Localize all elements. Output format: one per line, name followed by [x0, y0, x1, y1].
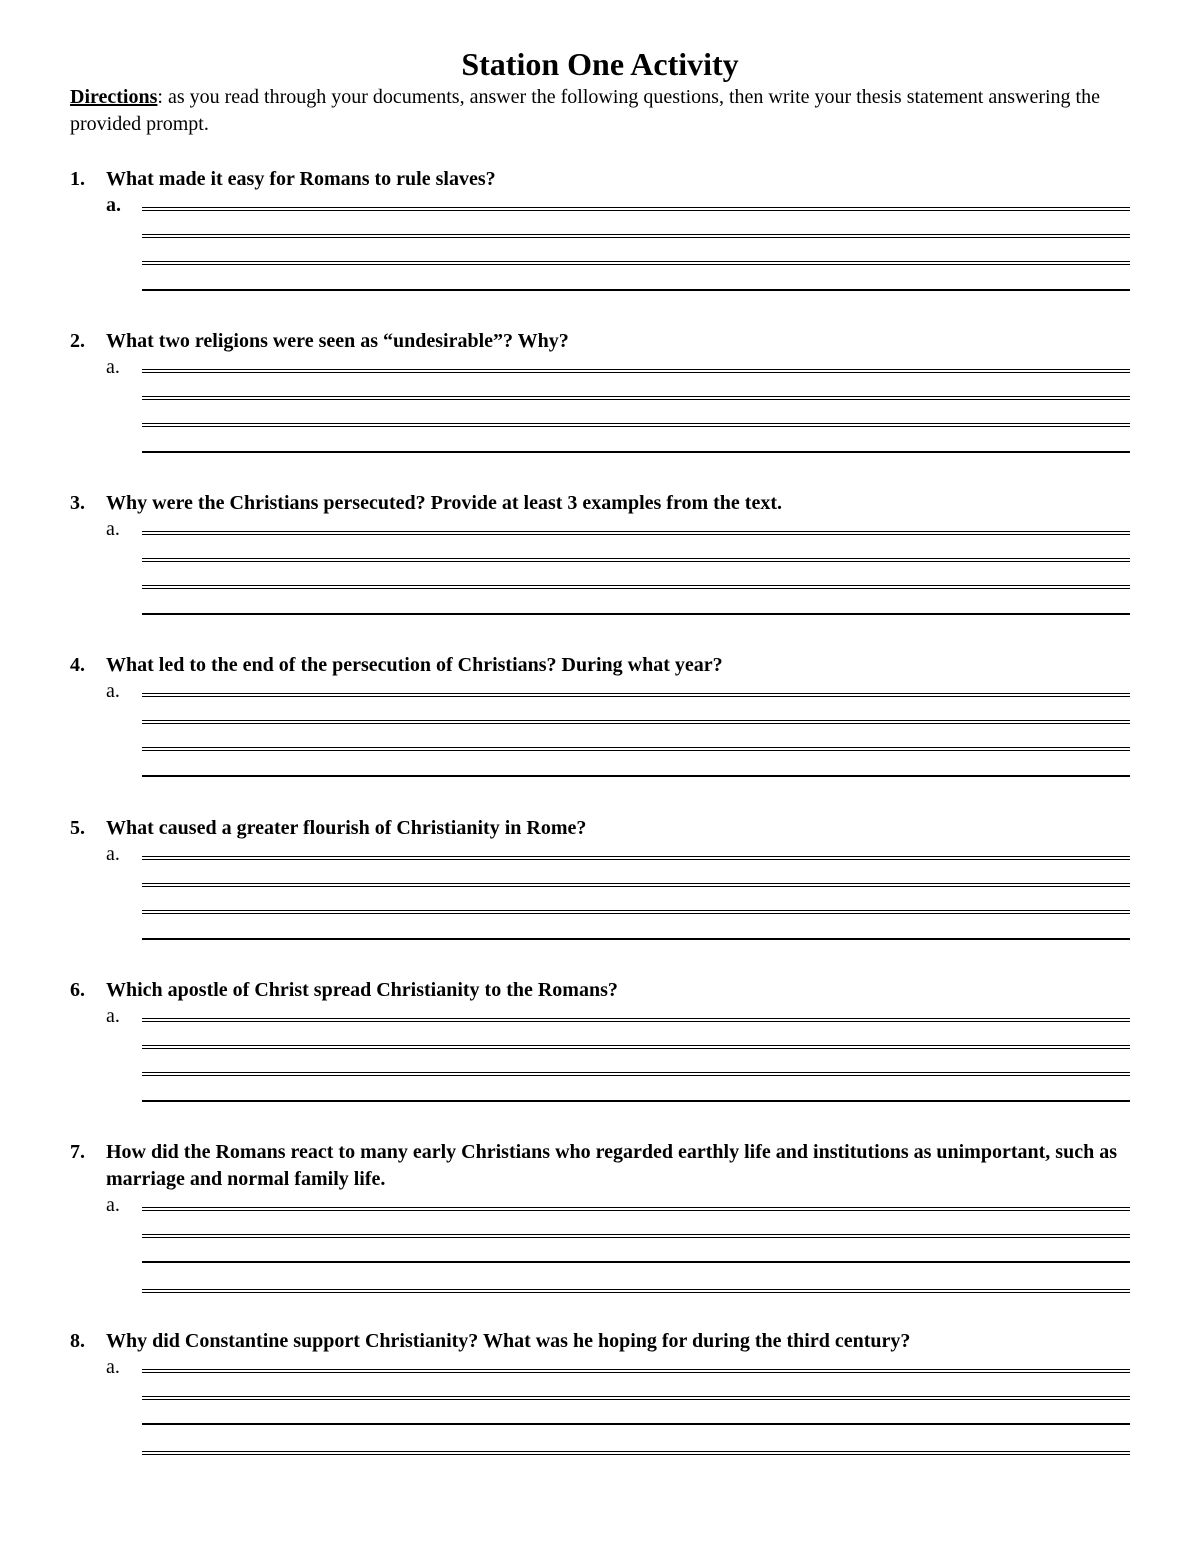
question-number: 1. [70, 168, 85, 190]
answer-label: a. [106, 356, 120, 378]
answer-area[interactable] [70, 193, 1140, 303]
question-3 [70, 490, 1140, 627]
question-number: 8. [70, 1330, 85, 1352]
answer-line[interactable] [142, 1423, 1130, 1425]
question-text: Which apostle of Christ spread Christianity to the Romans? [106, 979, 618, 1001]
answer-line[interactable] [142, 613, 1130, 615]
answer-line[interactable] [142, 423, 1130, 427]
question-2 [70, 328, 1140, 465]
answer-area[interactable] [70, 1355, 1140, 1465]
question-number: 3. [70, 492, 85, 514]
answer-line[interactable] [142, 856, 1130, 860]
question-number: 2. [70, 330, 85, 352]
question-7 [70, 1139, 1140, 1303]
answer-line[interactable] [142, 1100, 1130, 1102]
answer-label: a. [106, 680, 120, 702]
answer-line[interactable] [142, 693, 1130, 697]
answer-area[interactable] [70, 842, 1140, 952]
answer-line[interactable] [142, 775, 1130, 777]
question-number: 6. [70, 979, 85, 1001]
answer-label: a. [106, 843, 120, 865]
question-5 [70, 815, 1140, 952]
answer-line[interactable] [142, 261, 1130, 265]
question-text: How did the Romans react to many early Christians who regarded earthly life and institutions as unimportant, such as marriage and normal family life. [106, 1141, 1117, 1190]
answer-line[interactable] [142, 938, 1130, 940]
answer-line[interactable] [142, 451, 1130, 453]
answer-line[interactable] [142, 369, 1130, 373]
question-text: Why were the Christians persecuted? Provide at least 3 examples from the text. [106, 492, 782, 514]
answer-line[interactable] [142, 1072, 1130, 1076]
answer-line[interactable] [142, 883, 1130, 887]
answer-label: a. [106, 1194, 120, 1216]
question-6 [70, 977, 1140, 1114]
directions-label: Directions [70, 86, 158, 108]
directions-text: : as you read through your documents, answer the following questions, then write your thesis statement answering the provided prompt. [70, 86, 1100, 135]
question-8 [70, 1328, 1140, 1465]
answer-area[interactable] [70, 1193, 1140, 1303]
answer-line[interactable] [142, 1234, 1130, 1238]
question-number: 7. [70, 1141, 85, 1163]
answer-line[interactable] [142, 1018, 1130, 1022]
answer-label: a. [106, 518, 120, 540]
answer-line[interactable] [142, 558, 1130, 562]
answer-line[interactable] [142, 747, 1130, 751]
answer-line[interactable] [142, 1289, 1130, 1293]
answer-line[interactable] [142, 1261, 1130, 1263]
answer-line[interactable] [142, 1369, 1130, 1373]
question-text: What caused a greater flourish of Christianity in Rome? [106, 817, 587, 839]
question-text: What led to the end of the persecution of Christians? During what year? [106, 654, 723, 676]
question-text: What two religions were seen as “undesirable”? Why? [106, 330, 569, 352]
question-1 [70, 166, 1140, 303]
answer-line[interactable] [142, 396, 1130, 400]
question-number: 5. [70, 817, 85, 839]
question-text: What made it easy for Romans to rule slaves? [106, 168, 496, 190]
answer-line[interactable] [142, 1045, 1130, 1049]
answer-line[interactable] [142, 1396, 1130, 1400]
answer-line[interactable] [142, 1451, 1130, 1455]
answer-line[interactable] [142, 720, 1130, 724]
answer-label: a. [106, 194, 121, 216]
answer-line[interactable] [142, 1207, 1130, 1211]
question-number: 4. [70, 654, 85, 676]
answer-line[interactable] [142, 207, 1130, 211]
question-text: Why did Constantine support Christianity? What was he hoping for during the third century? [106, 1330, 911, 1352]
answer-label: a. [106, 1356, 120, 1378]
answer-line[interactable] [142, 234, 1130, 238]
answer-area[interactable] [70, 517, 1140, 627]
page-title: Station One Activity [461, 46, 739, 82]
directions [70, 84, 1140, 138]
answer-line[interactable] [142, 289, 1130, 291]
answer-line[interactable] [142, 585, 1130, 589]
answer-area[interactable] [70, 1004, 1140, 1114]
answer-line[interactable] [142, 910, 1130, 914]
answer-area[interactable] [70, 679, 1140, 789]
answer-label: a. [106, 1005, 120, 1027]
question-4 [70, 652, 1140, 789]
answer-area[interactable] [70, 355, 1140, 465]
answer-line[interactable] [142, 531, 1130, 535]
